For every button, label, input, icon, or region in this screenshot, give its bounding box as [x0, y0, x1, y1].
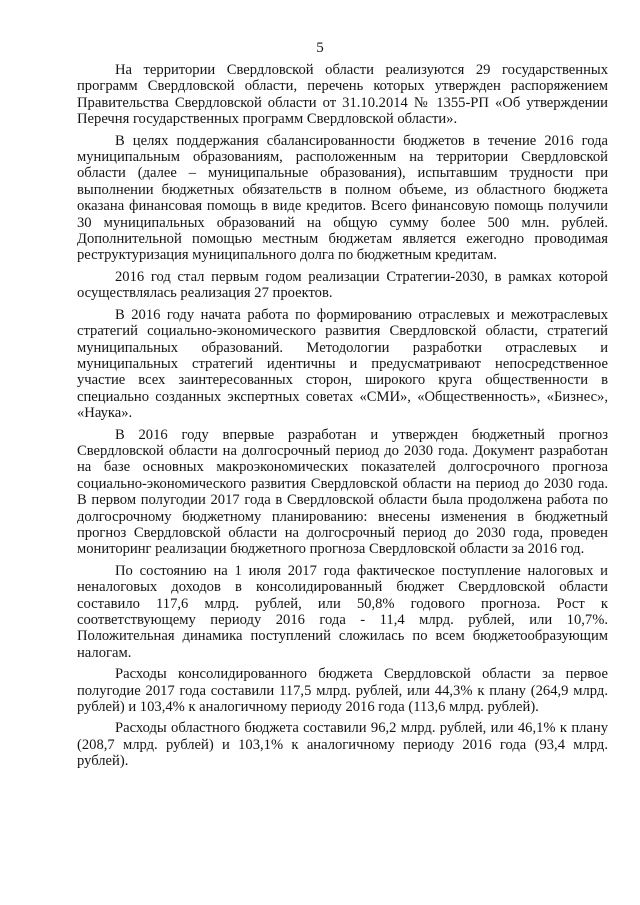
paragraph-state-programs: На территории Свердловской области реализуются 29 государственных программ Свердловской области, перечень которых утвержден распоряжением Правительства Свердловской области от 31.10.2014 № 1355-РП «Об утверждении Перечня государственных программ Свердловской области». [77, 62, 608, 128]
paragraph-strategy-2030: 2016 год стал первым годом реализации Стратегии-2030, в рамках которой осуществлялась реализация 27 проектов. [77, 268, 608, 302]
paragraph-consolidated-expenses: Расходы консолидированного бюджета Свердловской области за первое полугодие 2017 года составили 117,5 млрд. рублей, или 44,3% к плану (264,9 млрд. рублей) и 103,4% к аналогичному периоду 2016 года (113,6 млрд. рублей). [77, 666, 608, 716]
document-body [77, 62, 608, 775]
page-number: 5 [316, 40, 324, 56]
paragraph-tax-revenues: По состоянию на 1 июля 2017 года фактическое поступление налоговых и неналоговых доходов в консолидированный бюджет Свердловской области составило 117,6 млрд. рублей, или 50,8% годового прогноза. Рост к соответствующему периоду 2016 года - 11,4 млрд. рублей, или 10,7%. Положительная динамика поступлений сложилась по всем бюджетообразующим налогам. [77, 562, 608, 661]
paragraph-sectoral-strategies: В 2016 году начата работа по формированию отраслевых и межотраслевых стратегий социально-экономического развития Свердловской области, стратегий муниципальных образований. Методологии разработки отраслевых и муниципальных стратегий идентичны и предусматривают непосредственное участие всех заинтересованных сторон, широкого круга общественности в специально созданных экспертных советах «СМИ», «Общественность», «Бизнес», «Наука». [77, 306, 608, 422]
paragraph-regional-expenses: Расходы областного бюджета составили 96,2 млрд. рублей, или 46,1% к плану (208,7 млрд. рублей) и 103,1% к аналогичному периоду 2016 года (93,4 млрд. рублей). [77, 720, 608, 770]
paragraph-municipal-budget-support: В целях поддержания сбалансированности бюджетов в течение 2016 года муниципальным образованиям, расположенным на территории Свердловской области (далее – муниципальные образования), испытавшим трудности при выполнении бюджетных обязательств в полном объеме, из областного бюджета оказана финансовая помощь в виде кредитов. Всего финансовую помощь получили 30 муниципальных образований на общую сумму более 500 млн. рублей. Дополнительной помощью местным бюджетам является ежегодно проводимая реструктуризация муниципального долга по бюджетным кредитам. [77, 132, 608, 264]
paragraph-budget-forecast: В 2016 году впервые разработан и утвержден бюджетный прогноз Свердловской области на долгосрочный период до 2030 года. Документ разработан на базе основных макроэкономических показателей долгосрочного прогноза социально-экономического развития Свердловской области на период до 2030 года. В первом полугодии 2017 года в Свердловской области была продолжена работа по долгосрочному бюджетному планированию: внесены изменения в бюджетный прогноз Свердловской области на долгосрочный период до 2030 года, проведен мониторинг реализации бюджетного прогноза Свердловской области за 2016 год. [77, 426, 608, 558]
